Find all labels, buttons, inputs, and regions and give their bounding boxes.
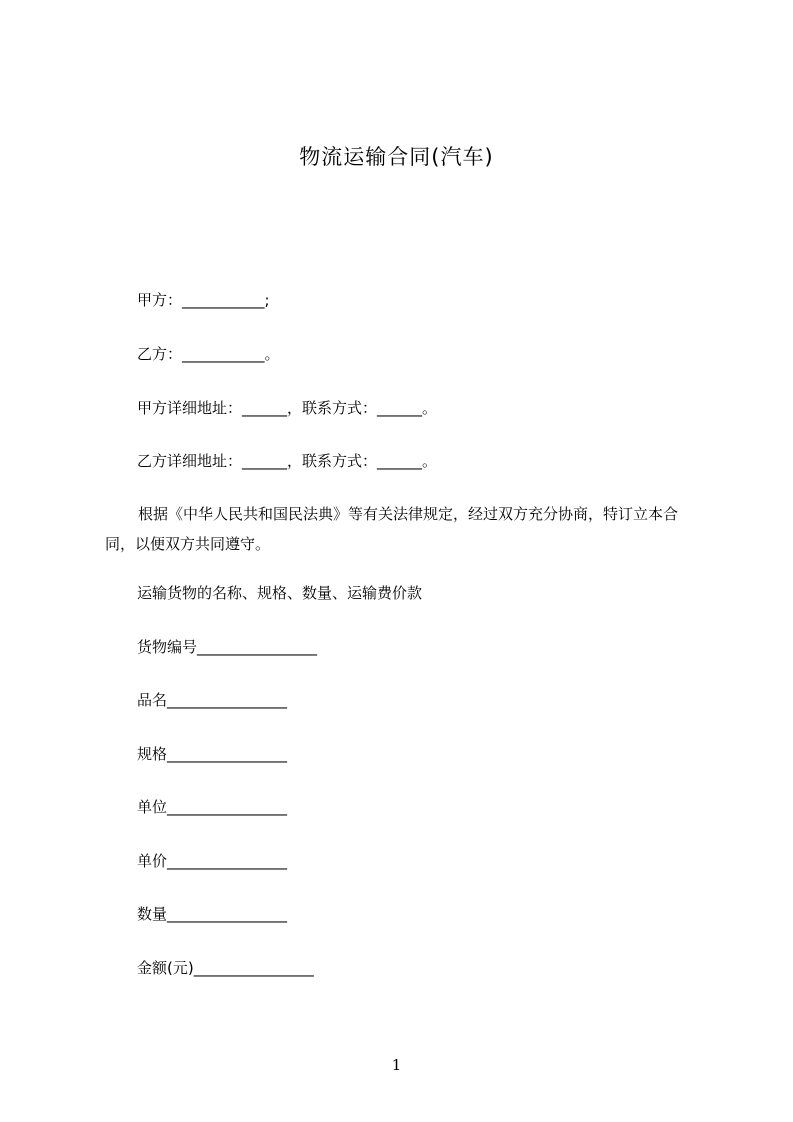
party-b-address-line: 乙方详细地址：______，联系方式：______。	[137, 452, 438, 470]
party-a-address-line: 甲方详细地址：______，联系方式：______。	[137, 399, 438, 417]
section-heading: 运输货物的名称、规格、数量、运输费价款	[137, 584, 423, 602]
field-unit-price: 单价________________	[137, 852, 288, 870]
field-unit: 单位________________	[137, 798, 288, 816]
party-a-line: 甲方：___________;	[137, 291, 270, 309]
field-product-name: 品名________________	[137, 691, 288, 709]
field-goods-number: 货物编号________________	[137, 638, 318, 656]
preamble-paragraph: 根据《中华人民共和国民法典》等有关法律规定，经过双方充分协商，特订立本合同，以便双方共同遵守。	[105, 505, 679, 553]
field-quantity: 数量________________	[137, 905, 288, 923]
document-title: 物流运输合同(汽车)	[299, 145, 494, 169]
page-number: 1	[391, 1056, 402, 1074]
party-b-line: 乙方：___________。	[137, 345, 280, 363]
field-amount: 金额(元)________________	[137, 959, 314, 977]
field-specification: 规格________________	[137, 745, 288, 763]
